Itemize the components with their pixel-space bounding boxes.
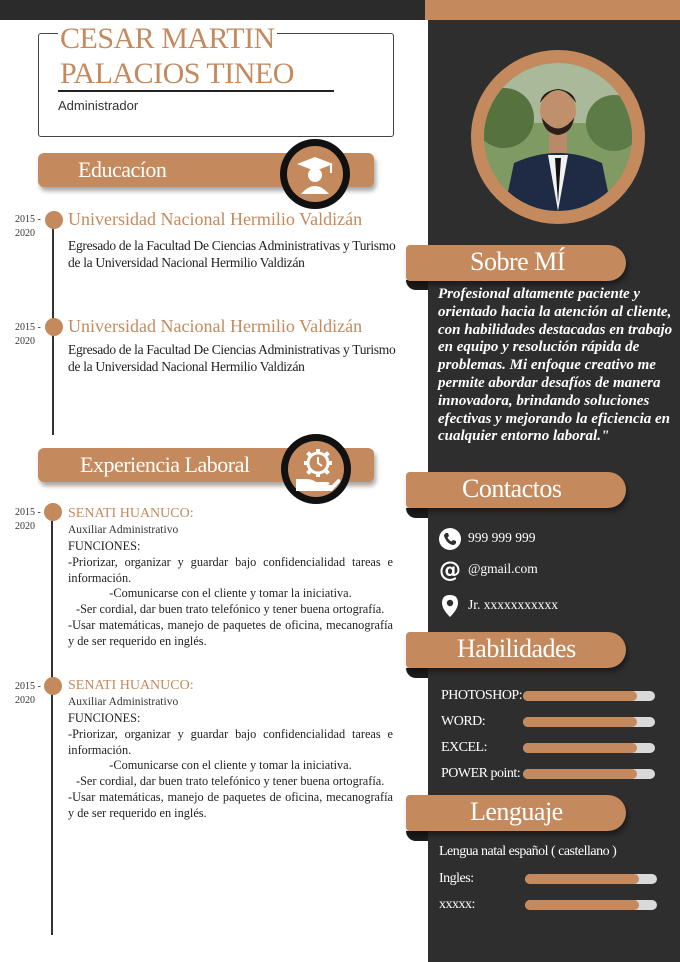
skill-bar-fill	[523, 769, 637, 779]
experience-timeline-line	[51, 510, 53, 935]
institution-name: Universidad Nacional Hermilio Valdizán	[68, 209, 363, 229]
skill-bar-fill	[523, 743, 637, 753]
functions-list: FUNCIONES: -Priorizar, organizar y guardar bajo confidencialidad tareas e información. -Comunicarse con el cliente y tomar la iniciativa. -Ser cordial, dar buen trato telefónico y tener buena ortografía. -Usar matemáticas, manejo de paquetes de oficina, mecanografía y de ser requerido en inglés.	[68, 539, 393, 648]
language-banner-tail	[406, 831, 428, 841]
job-title: Administrador	[58, 98, 139, 113]
name-first-line: CESAR MARTIN	[60, 22, 275, 55]
education-icon-badge	[280, 139, 350, 209]
language-label: Ingles:	[439, 871, 474, 886]
role-title: Auxiliar Administrativo	[68, 524, 179, 536]
skills-banner-tail	[406, 668, 428, 678]
native-language: Lengua natal español ( castellano )	[439, 844, 617, 859]
year-range: 2015 - 2020	[15, 507, 41, 532]
name-second-line: PALACIOS TINEO	[60, 57, 294, 90]
role-title: Auxiliar Administrativo	[68, 696, 179, 708]
timeline-dot	[44, 677, 62, 695]
skill-label: POWER point:	[441, 766, 521, 781]
timeline-dot	[44, 503, 62, 521]
profile-photo	[484, 63, 632, 211]
at-sign-icon	[438, 558, 462, 582]
about-banner-tail	[406, 280, 428, 290]
svg-text:@: @	[439, 558, 461, 582]
year-range: 2015 - 2020	[15, 322, 41, 347]
skill-bar-fill	[523, 691, 637, 701]
language-bar-fill	[525, 874, 639, 884]
education-description: Egresado de la Facultad De Ciencias Administrativas y Turismo de la Universidad Nacional Hermilio Valdizán	[68, 238, 396, 270]
phone-icon	[438, 527, 462, 551]
name-underline	[58, 90, 334, 92]
contact-email: @gmail.com	[468, 561, 538, 576]
top-bar-right	[425, 0, 680, 20]
location-pin-icon	[438, 594, 462, 618]
institution-name: Universidad Nacional Hermilio Valdizán	[68, 316, 363, 336]
about-heading: Sobre MÍ	[470, 247, 565, 276]
language-bar	[525, 900, 657, 910]
language-bar-fill	[525, 900, 639, 910]
company-name: SENATI HUANUCO:	[68, 506, 194, 521]
year-range: 2015 - 2020	[15, 681, 41, 706]
top-bar-left	[0, 0, 425, 20]
functions-list: FUNCIONES: -Priorizar, organizar y guardar bajo confidencialidad tareas e información. -Comunicarse con el cliente y tomar la iniciativa. -Ser cordial, dar buen trato telefónico y tener buena ortografía. -Usar matemáticas, manejo de paquetes de oficina, mecanografía y de ser requerido en inglés.	[68, 711, 393, 820]
skill-label: PHOTOSHOP:	[441, 688, 523, 703]
language-heading: Lenguaje	[470, 797, 563, 826]
language-label: xxxxx:	[439, 897, 475, 912]
graduate-icon	[287, 146, 343, 202]
about-text: Profesional altamente paciente y orientado hacia la atención al cliente, con habilidades destacadas en trabajo en equipo y resolución rápida de problemas. Mi enfoque creativo me permite abordar desafíos de manera innovadora, brindando soluciones efectivas y mejorando la eficiencia en cualquier entorno laboral."	[438, 286, 673, 445]
experience-icon-badge	[281, 434, 351, 504]
timeline-dot	[45, 211, 63, 229]
skill-label: WORD:	[441, 714, 486, 729]
skill-bar-fill	[523, 717, 637, 727]
skill-bar	[523, 769, 655, 779]
contact-phone: 999 999 999	[468, 530, 536, 545]
year-range: 2015 - 2020	[15, 214, 41, 239]
skill-bar	[523, 717, 655, 727]
education-heading: Educacíon	[78, 157, 167, 182]
gear-hand-icon	[288, 441, 344, 497]
education-description: Egresado de la Facultad De Ciencias Administrativas y Turismo de la Universidad Nacional Hermilio Valdizán	[68, 342, 396, 374]
skills-heading: Habilidades	[457, 634, 576, 663]
skill-bar	[523, 743, 655, 753]
contacts-banner-tail	[406, 508, 428, 518]
experience-heading: Experiencia Laboral	[80, 452, 250, 477]
timeline-dot	[45, 318, 63, 336]
company-name: SENATI HUANUCO:	[68, 678, 194, 693]
contact-address: Jr. xxxxxxxxxxx	[468, 597, 559, 612]
language-bar	[525, 874, 657, 884]
contacts-heading: Contactos	[462, 474, 562, 503]
skill-bar	[523, 691, 655, 701]
skill-label: EXCEL:	[441, 740, 487, 755]
